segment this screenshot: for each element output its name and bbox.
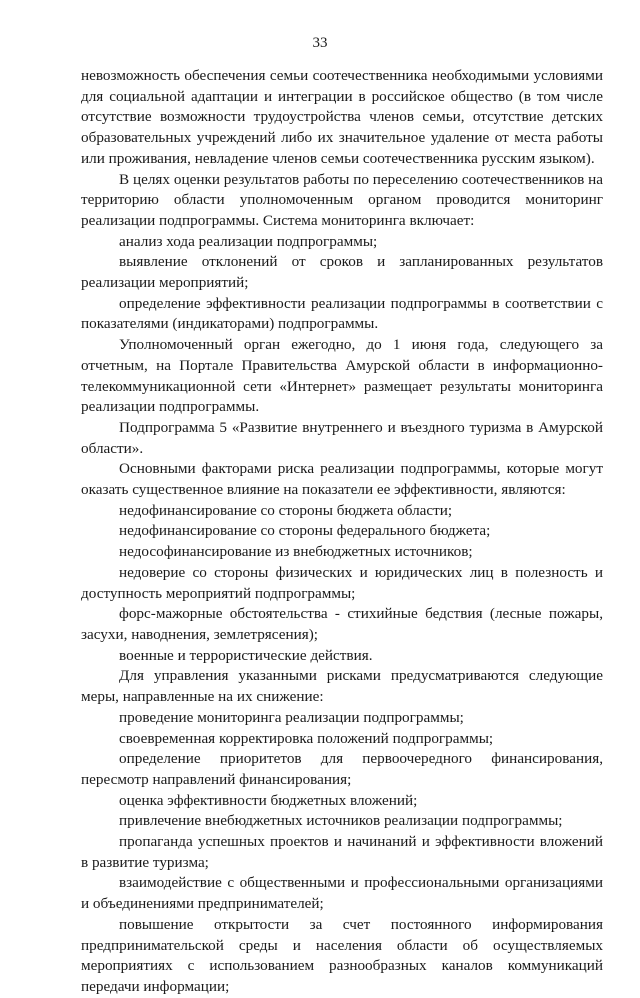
list-item: недософинансирование из внебюджетных источников;: [119, 543, 473, 561]
list-item: недофинансирование со стороны бюджета области;: [119, 501, 453, 519]
list-item: военные и террористические действия.: [119, 646, 373, 664]
subprogram-heading: Подпрограмма 5 «Развитие внутреннего и въездного туризма в Амурской области».: [81, 418, 603, 457]
page-number: 33: [312, 35, 328, 51]
list-item: недофинансирование со стороны федерального бюджета;: [119, 522, 491, 540]
paragraph: Основными факторами риска реализации подпрограммы, которые могут оказать существенное влияние на показатели ее эффективности, являются:: [81, 460, 603, 499]
paragraph: Для управления указанными рисками предусматриваются следующие меры, направленные на их снижение:: [81, 667, 603, 706]
paragraph: В целях оценки результатов работы по переселению соотечественников на территорию области уполномоченным органом проводится мониторинг реализации подпрограммы. Система мониторинга включает:: [81, 170, 603, 229]
paragraph: Уполномоченный орган ежегодно, до 1 июня года, следующего за отчетным, на Портале Правительства Амурской области в информационно-телекоммуникационной сети «Интернет» размещает результаты мониторинга реализации подпрограммы.: [81, 336, 603, 416]
list-item: проведение мониторинга реализации подпрограммы;: [119, 708, 464, 726]
list-item: своевременная корректировка положений подпрограммы;: [119, 729, 494, 747]
list-item: взаимодействие с общественными и профессиональными организациями и объединениями предпринимателей;: [81, 874, 603, 913]
list-item: повышение открытости за счет постоянного информирования предпринимательской среды и населения области об осуществляемых мероприятиях с использованием разнообразных каналов коммуникаций передачи информации;: [81, 915, 603, 995]
list-item: выявление отклонений от сроков и запланированных результатов реализации мероприятий;: [81, 253, 603, 292]
list-item: анализ хода реализации подпрограммы;: [119, 232, 378, 250]
list-item: форс-мажорные обстоятельства - стихийные бедствия (лесные пожары, засухи, наводнения, землетрясения);: [81, 605, 603, 643]
list-item: пропаганда успешных проектов и начинаний и эффективности вложений в развитие туризма;: [81, 833, 603, 871]
list-item: недоверие со стороны физических и юридических лиц в полезность и доступность мероприятий подпрограммы;: [81, 563, 603, 602]
list-item: определение приоритетов для первоочередного финансирования, пересмотр направлений финансирования;: [81, 750, 603, 788]
list-item: определение эффективности реализации подпрограммы в соответствии с показателями (индикаторами) подпрограммы.: [81, 294, 603, 333]
paragraph: невозможность обеспечения семьи соотечественника необходимыми условиями для социальной адаптации и интеграции в российское общество (в том числе отсутствие возможности трудоустройства членов семьи, отсутствие детских образовательных учреждений либо их значительное удаление от места работы или проживания, невладение членов семьи соотечественника русским языком).: [81, 67, 603, 167]
list-item: привлечение внебюджетных источников реализации подпрограммы;: [119, 812, 563, 830]
list-item: оценка эффективности бюджетных вложений;: [119, 791, 418, 809]
document-body: [81, 66, 603, 998]
